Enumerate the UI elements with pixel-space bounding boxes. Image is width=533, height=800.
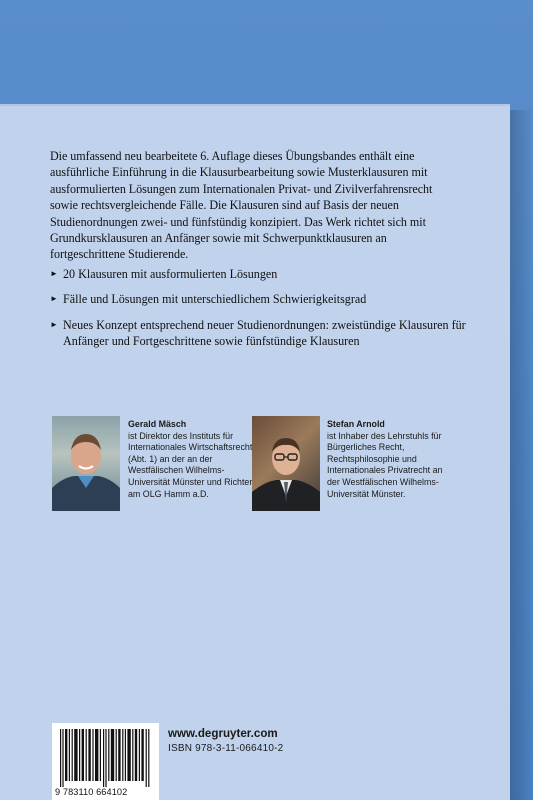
cover-shadow: [510, 110, 533, 800]
triangle-bullet-icon: ►: [50, 294, 58, 304]
author-photo-maesch: [52, 416, 120, 511]
list-item: [50, 266, 470, 282]
author-name: Gerald Mäsch: [128, 419, 187, 429]
triangle-bullet-icon: ►: [50, 319, 58, 329]
barcode-number: 9 783110 664102: [55, 787, 128, 797]
blurb-text: Die umfassend neu bearbeitete 6. Auflage dieses Übungsbandes enthält eine ausführliche Einführung in die Klausurbearbeitung sowie Musterklausuren mit ausformulierten Lösungen zum Internationalen Privat- und Zivilverfahrensrecht sowie rechtsvergleichende Fälle. Die Klausuren sind auf Basis der neuen Studienordnungen zwei- und fünfstündig konzipiert. Das Werk richtet sich mit Grundkursklausuren an Anfänger sowie mit Schwerpunktklausuren an fortgeschrittene Studierende.: [50, 149, 433, 262]
author-description: ist Inhaber des Lehrstuhls für Bürgerliches Recht, Rechtsphilosophie und Internationales Privatrecht an der Westfälischen Wilhelms-Universität Münster.: [327, 430, 443, 499]
barcode-area: [52, 723, 159, 800]
isbn-text: ISBN 978-3-11-066410-2: [168, 743, 284, 754]
author-bio-maesch: [128, 419, 253, 500]
author-name: Stefan Arnold: [327, 419, 385, 429]
cover-top-edge: [0, 104, 510, 106]
author-description: ist Direktor des Instituts für Internationales Wirtschaftsrecht (Abt. 1) an der an der Westfälischen Wilhelms-Universität Münster und Richter am OLG Hamm a.D.: [128, 430, 253, 499]
author-photo-arnold: [252, 416, 320, 511]
triangle-bullet-icon: ►: [50, 269, 58, 278]
list-item-label: Fälle und Lösungen mit unterschiedlichem Schwierigkeitsgrad: [63, 292, 367, 307]
publisher-url: www.degruyter.com: [168, 727, 278, 740]
barcode-graphic: [60, 729, 152, 787]
list-item-label: 20 Klausuren mit ausformulierten Lösungen: [63, 267, 278, 281]
list-item: [50, 291, 470, 307]
author-bio-arnold: [327, 419, 452, 500]
list-item: [50, 317, 470, 350]
list-item-label: Neues Konzept entsprechend neuer Studienordnungen: zweistündige Klausuren für Anfänger und Fortgeschrittene sowie fünfstündige Klausuren: [63, 317, 466, 349]
feature-list: [50, 266, 470, 350]
